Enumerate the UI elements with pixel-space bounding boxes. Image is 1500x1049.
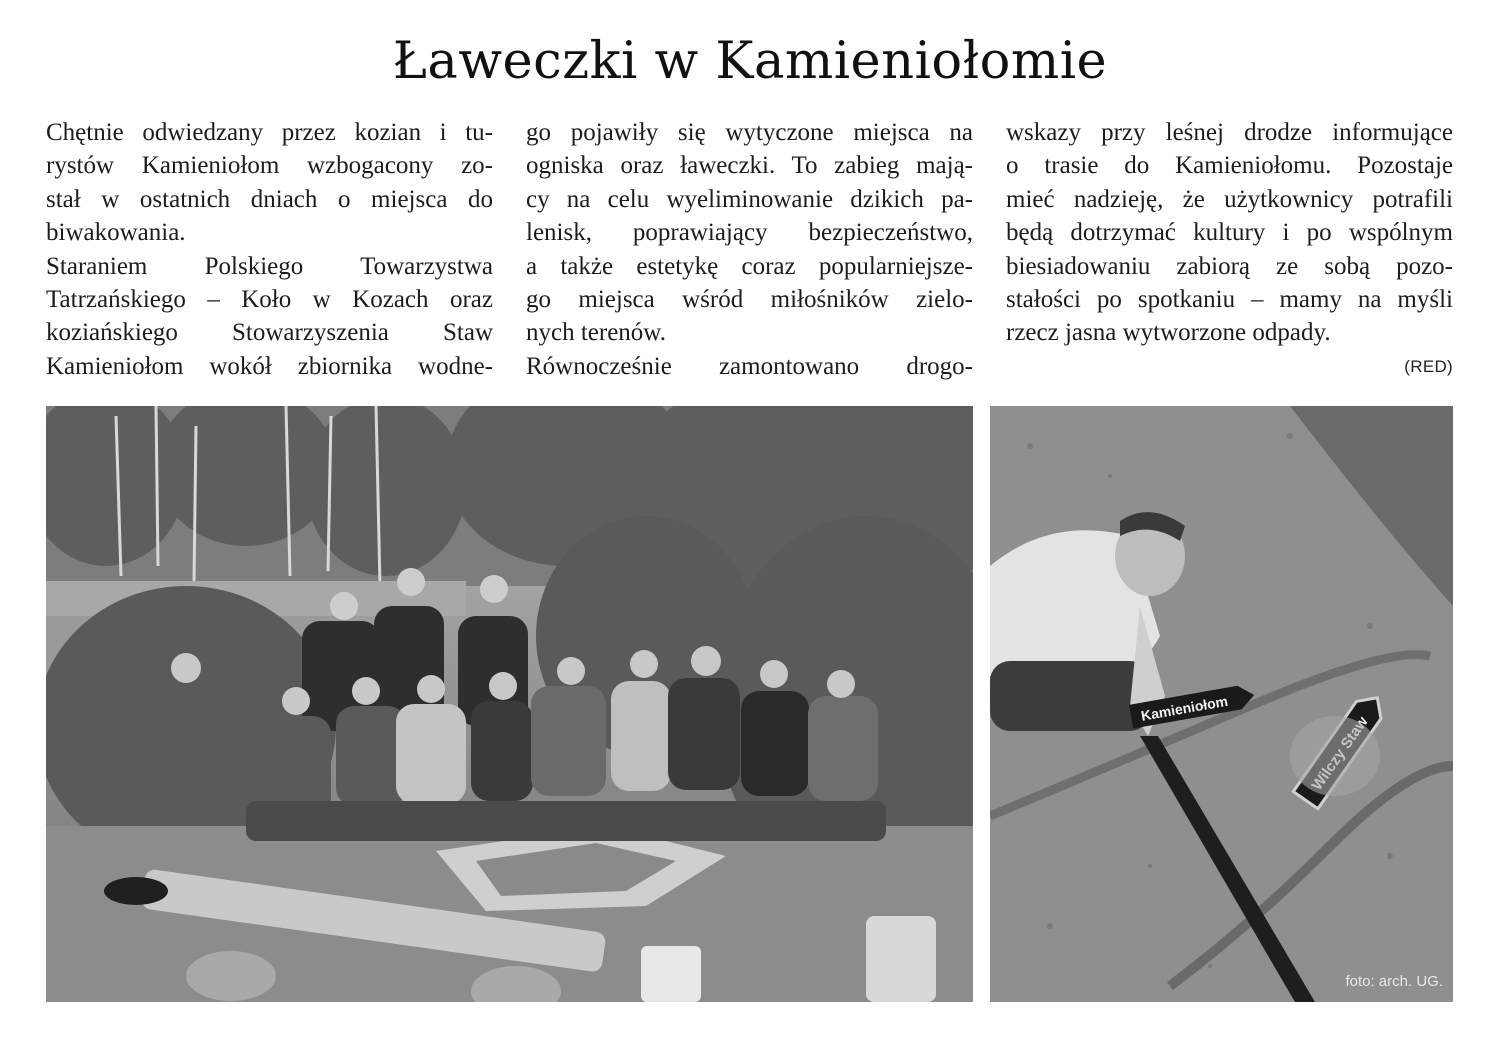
text-line: o trasie do Kamieniołomu. Pozostaje	[1006, 152, 1453, 180]
article-title: Ławeczki w Kamieniołomie	[392, 32, 1108, 91]
text-line: rzecz jasna wytworzone odpady.	[1006, 319, 1331, 347]
group-photo	[46, 406, 973, 1002]
text-line: stał w ostatnich dniach o miejsca do	[46, 185, 493, 213]
text-line: koziańskiego Stowarzyszenia Staw	[46, 319, 493, 347]
text-line: Chętnie odwiedzany przez kozian i tu-	[46, 119, 493, 146]
text-line: Staraniem Polskiego Towarzystwa	[46, 252, 493, 280]
text-column-2	[526, 116, 973, 383]
text-line: stałości po spotkaniu – mamy na myśli	[1006, 286, 1453, 314]
photo-credit: foto: arch. UG.	[1345, 973, 1443, 990]
signpost-photo	[990, 406, 1453, 1002]
signpost-photo-image	[990, 406, 1453, 1002]
text-line: lenisk, poprawiający bezpieczeństwo,	[526, 219, 973, 247]
text-line: nych terenów.	[526, 319, 666, 347]
text-line: biesiadowaniu zabiorą ze sobą pozo-	[1006, 252, 1453, 280]
text-line: ogniska oraz ławeczki. To zabieg mają-	[526, 152, 973, 180]
text-line: Równocześnie zamontowano drogo-	[526, 352, 973, 380]
text-line: a także estetykę coraz popularniejsze-	[526, 252, 973, 280]
text-line: go miejsca wśród miłośników zielo-	[526, 286, 973, 314]
author-credit: (RED)	[1404, 357, 1453, 376]
text-column-1	[46, 116, 493, 383]
text-line: będą dotrzymać kultury i po wspólnym	[1006, 219, 1453, 247]
sign1-text: Kamieniołom	[1139, 692, 1230, 724]
text-line: cy na celu wyeliminowanie dzikich pa-	[526, 185, 973, 213]
text-line: biwakowania.	[46, 219, 186, 247]
text-line: mieć nadzieję, że użytkownicy potrafili	[1006, 185, 1453, 213]
text-line: Kamieniołom wokół zbiornika wodne-	[46, 352, 493, 380]
text-line: wskazy przy leśnej drodze informujące	[1006, 119, 1453, 146]
text-column-3	[1006, 116, 1453, 350]
text-line: Tatrzańskiego – Koło w Kozach oraz	[46, 286, 493, 314]
group-photo-image	[46, 406, 973, 1002]
text-line: go pojawiły się wytyczone miejsca na	[526, 119, 973, 146]
text-line: rystów Kamieniołom wzbogacony zo-	[46, 152, 493, 180]
